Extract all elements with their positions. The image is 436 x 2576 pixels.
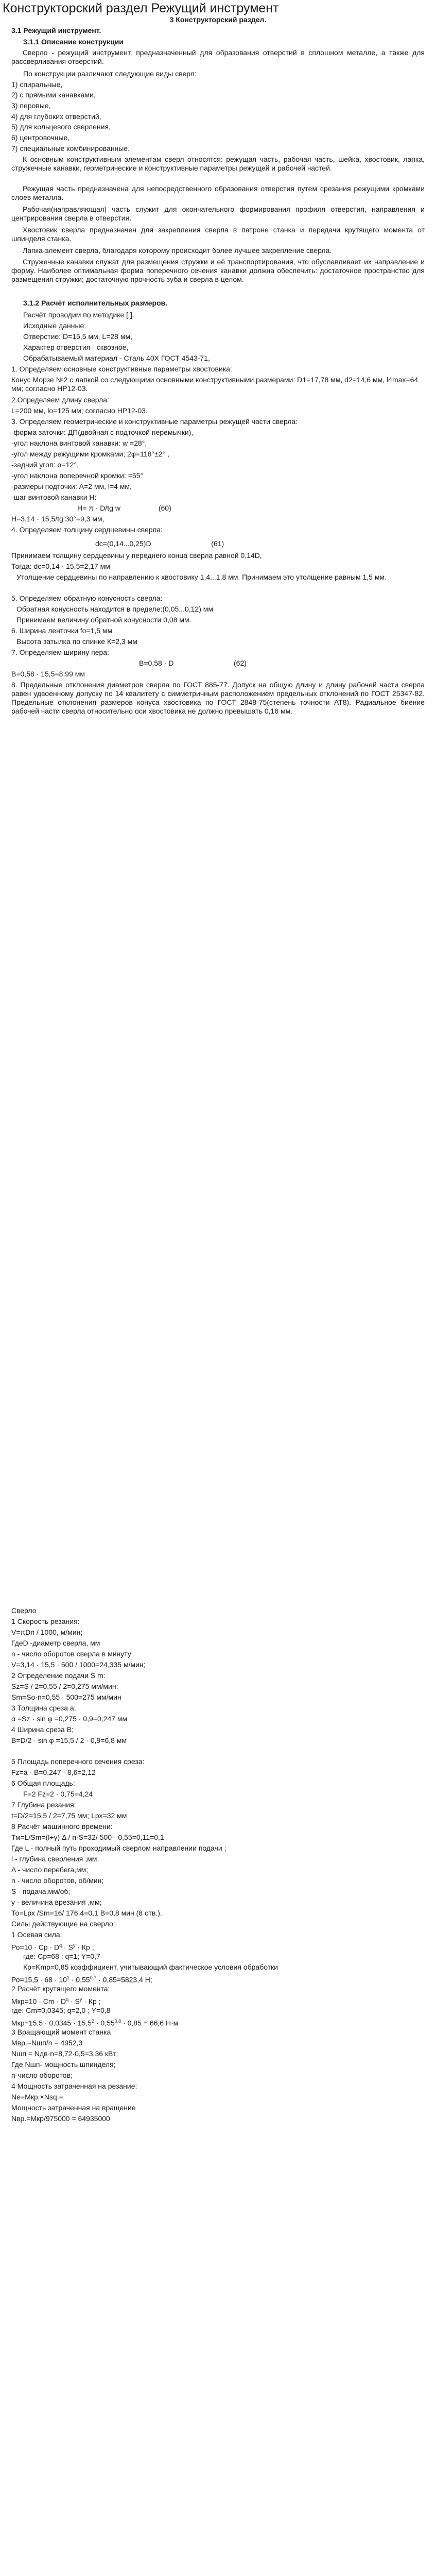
text-line: где: Cm=0,0345; q=2,0 ; Y=0,8 [11, 2006, 111, 2014]
formula: B=D/2 · sin φ =15,5 / 2 · 0,9=6,8 мм [11, 1736, 127, 1744]
text-line: 3. Определяем геометрические и конструктивные параметры режущей части сверла: [11, 417, 298, 426]
text-line: -размеры подточки: А=2 мм, l=4 мм, [11, 482, 132, 490]
text-line: 1 Скорость резания: [11, 1617, 80, 1625]
text-line: 1. Определяем основные конструктивные параметры хвостовика: [11, 365, 232, 373]
text-line: Где L - полный путь проходимый сверлом направлении подачи ; [11, 1844, 226, 1852]
list-item: 1) спиральные, [11, 80, 63, 89]
list-item: 4) для глубоких отверстий, [11, 112, 101, 121]
text-line: Исходные данные: [23, 321, 86, 330]
text-line: -угол между режущими кромками; 2φ=118°±2° , [11, 450, 169, 458]
text-line: Обрабатываемый материал - Сталь 40Х ГОСТ 4543-71, [23, 354, 210, 362]
text-line: 8 Расчёт машинного времени: [11, 1822, 113, 1831]
text-line: 7 Глубина резания: [11, 1801, 76, 1809]
text-line: Расчёт проводим по методике [ ]. [23, 311, 134, 319]
text-line: y - величина врезания ,мм; [11, 1898, 102, 1906]
text-line: Мощность затраченная на вращение [11, 2104, 136, 2112]
text-line: Силы действующие на сверло: [11, 1920, 115, 1928]
formula: Nвр.=Мкр/975000 = 64935000 [11, 2114, 110, 2123]
subsection-heading: 3.1.2 Расчёт исполнительных размеров. [23, 299, 168, 307]
paragraph: Стружечные канавки служат для размещения стружки и её транспортирования, что обуславливает их направление и форму. Наиболее оптимальная форма поперечного сечения канавки должна обеспечить: достаточное пространство для размещения стружки; достаточную прочность зуба и сверла в целом. [11, 258, 425, 283]
text-line: 4 Мощность затраченная на резание: [11, 2082, 137, 2090]
text-line: Тогда: dc=0,14 · 15,5=2,17 мм [11, 562, 110, 570]
formula: Ne=Мкр.×Nsq.= [11, 2093, 63, 2101]
text-line: -шаг винтовой канавки Н: [11, 493, 97, 501]
text-line: 7. Определяем ширину пера: [11, 648, 109, 656]
formula: Ро=10 · Ср · $D^q \cdot S^y$ · Кр ; [11, 1943, 94, 1952]
text-line: 5 Площадь поперечного сечения среза: [11, 1757, 145, 1766]
text-line: Принимаем величину обратной конусности 0,08 мм. [16, 616, 191, 624]
text-line: ГдеD -диаметр сверла, мм [11, 1639, 100, 1647]
formula: Мвр.=Nшп/n = 4952,3 [11, 2039, 83, 2047]
text-line: Кр=Kmp=0,85 коэффициент, учитывающий фактическое условия обработки [23, 1963, 278, 1971]
text-line: -форма заточки: ДП(двойная с подточкой перемычки), [11, 428, 194, 436]
list-item: 2) с прямыми канавками, [11, 91, 96, 99]
text-line: n - число оборотов сверла в минуту [11, 1650, 131, 1658]
paragraph: Режущая часть предназначена для непосредственного образования отверстия путем срезания режущими кромками слоев металла. [11, 184, 425, 201]
subsection-heading: 3.1 Режущий инструмент. [11, 26, 101, 35]
text-line: где: Ср=68 ; q=1; Y=0,7 [23, 1952, 100, 1960]
paragraph: 8. Предельные отклонения диаметров сверла по ГОСТ 885-77. Допуск на общую длину и длину рабочей части сверла равен удвоенному допуску по 14 квалитету с симметричным расположением предельных отклонений по ГОСТ 25347-82. Предельные отклонения размеров конуса хвостовика по ГОСТ 2848-75(степень точности АТ8). Радиальное биение рабочей части сверла относительно оси хвостовика не должно превышать 0,16 мм. [11, 681, 425, 715]
text-line: Δ - число перебега,мм; [11, 1866, 89, 1874]
formula: t=D/2=15,5 / 2=7,75 мм; Lрх=32 мм [11, 1811, 127, 1820]
text-line: Принимаем толщину сердцевины у переднего конца сверла равной 0,14D, [11, 551, 262, 560]
formula: Nшп = Nдв·n=8,72·0,5=3,36 кВт; [11, 2049, 118, 2058]
formula: Sz=S / 2=0,55 / 2=0,275 мм/мин; [11, 1682, 118, 1690]
section-heading: 3 Конструкторский раздел. [169, 15, 267, 24]
text-line: S - подача,мм/об; [11, 1887, 71, 1895]
formula: Fz=a · B=0,247 · 8,6=2,12 [11, 1768, 96, 1776]
text-line: Высота затылка по спинке К=2,3 мм [16, 637, 137, 646]
text-line: -угол наклона поперечной кромки: =55° [11, 471, 144, 480]
text-line: 1 Осевая сила: [11, 1930, 62, 1939]
formula: α =Sz · sin φ =0,275 · 0,9=0,247 мм [11, 1715, 128, 1723]
text-line: 4 Ширина среза B; [11, 1725, 74, 1734]
text-line: -задний угол: α=12°, [11, 461, 79, 469]
text-line: H=3,14 · 15,5/tg 30°=9,3 мм, [11, 515, 104, 523]
paragraph: Хвостовик сверла предназначен для закрепления сверла в патроне станка и передачи крутящего момента от шпинделя станка. [11, 226, 425, 243]
paragraph: По конструкции различают следующие виды сверл: [23, 70, 197, 78]
text-line: -угол наклона винтовой канавки: w =28°, [11, 439, 147, 447]
text-line: 2 Определение подачи S m: [11, 1671, 106, 1680]
text-line: 2 Расчёт крутящего момента: [11, 1985, 110, 1993]
text-line: 3 Толщина среза a; [11, 1704, 76, 1712]
text-line: 6. Ширина ленточки fo=1,5 мм [11, 626, 113, 635]
text-line: 4. Определяем толщину сердцевины сверла: [11, 526, 163, 534]
formula: B=0,58 · D (62) [139, 659, 247, 667]
formula: Sm=Sо·n=0,55 · 500=275 мм/мин [11, 1693, 121, 1701]
text-line: Утолщение сердцевины по направлению к хвостовику 1,4...1,8 мм. Принимаем это утолщение равным 1,5 мм. [16, 573, 387, 581]
paragraph: Сверло - режущий инструмент, предназначенный для образования отверстий в сплошном металле, а также для рассверливания отверстий. [11, 48, 425, 65]
text-line: 6 Общая площадь: [11, 1779, 75, 1787]
formula: V=πDn / 1000, м/мин; [11, 1628, 83, 1636]
text-line: 2.Определяем длину сверла: [11, 396, 109, 404]
list-item: 7) специальные комбинированные. [11, 144, 130, 152]
paragraph: Рабочая(направляющая) часть служит для окончательного формирования профиля отверстия, направления и центрирования сверла в отверстии. [11, 205, 425, 222]
text-line: 3 Вращающий момент станка [11, 2028, 111, 2036]
paragraph: К основным конструктивным элементам сверл относятся: режущая часть, рабочая часть, шейка, хвостовик, лапка, стружечные канавки, геометрические и конструктивные параметры режущей и рабочей частей. [11, 155, 425, 172]
text-line: B=0,58 · 15,5=8,99 мм [11, 670, 85, 678]
formula: dc=(0,14...0,25)D (61) [95, 539, 224, 548]
subsection-heading: 3.1.1 Описание конструкции [23, 38, 124, 46]
text-line: Характер отверстия - сквозное, [23, 343, 129, 351]
page-title: Конструкторский раздел Режущий инструмент [3, 1, 279, 15]
text-line: Конус Морзе №2 с лапкой со следующими основными конструктивными размерами: D1=17,78 мм, d2=14,6 мм, l4max=64 мм; согласно НР12-03. [11, 376, 418, 393]
formula: $Ро=15,5 \cdot 68 \cdot 10^1 \cdot 0,55^{0,7} \cdot 0,85=5823,4$ Н; [11, 1975, 152, 1984]
text-line: n-число оборотов; [11, 2071, 73, 2079]
list-item: 3) перовые, [11, 101, 51, 110]
text-line: Обратная конусность находится в пределе:(0,05...0,12) мм [16, 605, 214, 613]
list-item: 6) центровочные, [11, 133, 70, 142]
text-line: 5. Определяем обратную конусность сверла: [11, 594, 163, 602]
formula: H= π · D/tg w (60) [77, 504, 171, 512]
formula: То=Lрх /Sm=16/ 176,4=0,1 В=0,8 мин (8 отв.). [11, 1909, 162, 1917]
text-line: L=200 мм, lo=125 мм; согласно НР12-03. [11, 406, 148, 415]
text-line: l - глубина сверления ,мм; [11, 1855, 99, 1863]
text-line: n - число оборотов, об/мин; [11, 1876, 104, 1885]
paragraph: Лапка-элемент сверла, благодаря которому происходит более лучшее закрепление сверла. [23, 246, 332, 255]
formula: V=3,14 · 15,5 · 500 / 1000=24,335 м/мин; [11, 1660, 146, 1669]
text-line: Где Nшп- мощность шпинделя; [11, 2060, 116, 2069]
formula: $Мкр=15,5 \cdot 0,0345 \cdot 15,5^2 \cdot 0,55^{0,8} \cdot 0,85 = 66,6$ Н·м [11, 2019, 179, 2027]
text-line: Отверстие: D=15,5 мм, L=28 мм, [23, 332, 132, 341]
list-item: 5) для кольцевого сверления, [11, 123, 111, 131]
formula: F=2 Fz=2 · 0,75=4,24 [23, 1790, 93, 1798]
formula: Тм=L/Sm=(l+y) Δ / n·S=32/ 500 · 0,55=0,11=0,1 [11, 1833, 164, 1841]
section-label: Сверло [11, 1606, 37, 1615]
formula: $Мкр=10 \cdot Cm \cdot D^q \cdot S^y$ · Кр ; [11, 1997, 101, 2006]
